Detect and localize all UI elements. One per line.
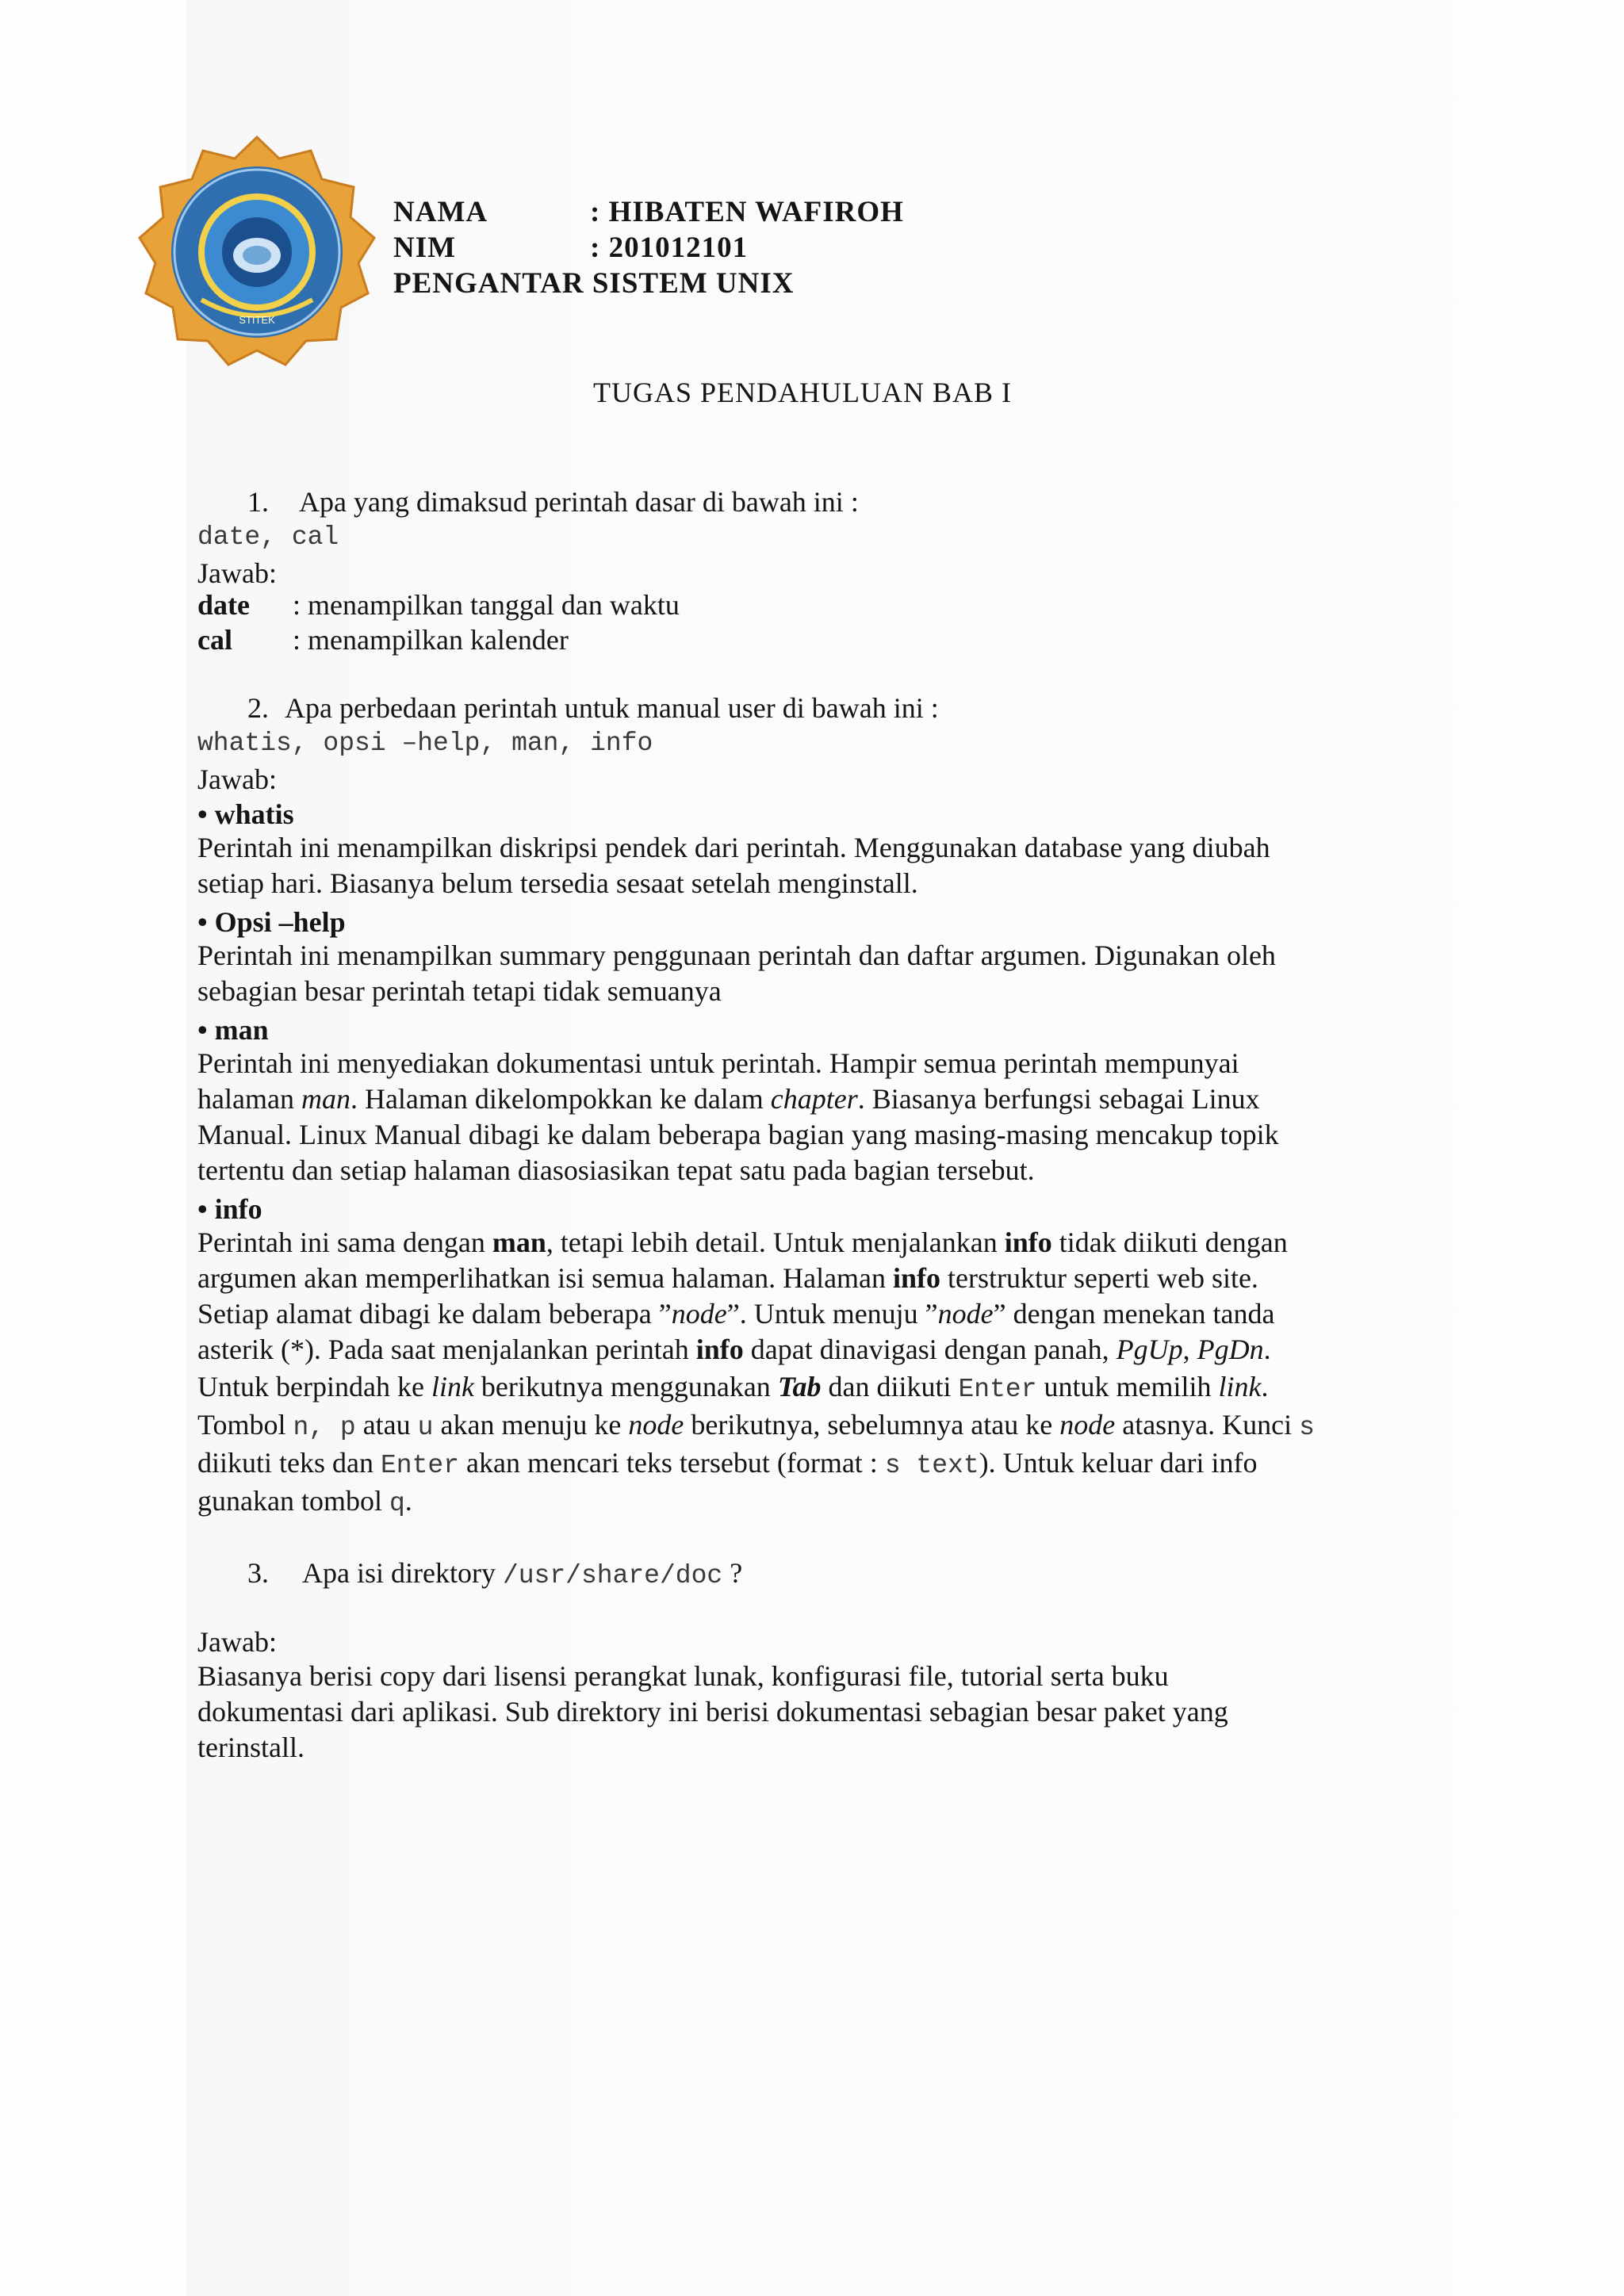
q1-text: Apa yang dimaksud perintah dasar di bawah ini : [299, 486, 859, 518]
q1-cal-row [197, 623, 569, 656]
text-span: s [1299, 1413, 1315, 1442]
text-span: man [492, 1226, 546, 1258]
text-span: dapat dinavigasi dengan panah, [743, 1334, 1116, 1365]
text-span: . [1263, 1334, 1271, 1365]
date-term: date [197, 589, 250, 621]
info-line-4 [197, 1333, 1271, 1366]
q2-text: Apa perbedaan perintah untuk manual user di bawah ini : [285, 692, 939, 724]
text-span: ” dengan menekan tanda [993, 1298, 1275, 1330]
text-span: PgDn [1197, 1334, 1264, 1365]
man-heading: • man [197, 1014, 269, 1046]
cal-desc: : menampilkan kalender [293, 624, 569, 656]
text-span: gunakan tombol [197, 1485, 389, 1517]
text-span: akan menuju ke [433, 1409, 629, 1441]
text-span: terstruktur seperti web site. [940, 1262, 1258, 1294]
text-span: info [1004, 1226, 1052, 1258]
help-line-1: Perintah ini menampilkan summary penggunaan perintah dan daftar argumen. Digunakan oleh [197, 939, 1276, 971]
text-span: dan diikuti [821, 1371, 959, 1402]
text-span: ”. Untuk menuju ” [726, 1298, 938, 1330]
info-heading: • info [197, 1193, 262, 1225]
info-line-7 [197, 1446, 1258, 1480]
q3-answer-line-2: dokumentasi dari aplikasi. Sub direktory ini berisi dokumentasi sebagian besar paket yang [197, 1696, 1228, 1728]
text-span: atau [355, 1409, 418, 1441]
q1-jawab: Jawab: [197, 557, 277, 589]
text-span: Enter [958, 1375, 1037, 1404]
text-span: info [695, 1334, 744, 1365]
text-span: q [389, 1489, 405, 1518]
q3-path: /usr/share/doc [502, 1561, 723, 1590]
text-span: n, p [293, 1413, 356, 1442]
text-span: Perintah ini sama dengan [197, 1226, 492, 1258]
text-span: u [417, 1413, 434, 1442]
whatis-line-2: setiap hari. Biasanya belum tersedia sesaat setelah menginstall. [197, 867, 918, 899]
q1-question [247, 485, 859, 519]
q1-commands: date, cal [197, 522, 339, 552]
q3-number: 3. [247, 1557, 269, 1589]
q2-question [247, 691, 939, 725]
text-span: info [893, 1262, 941, 1294]
text-span: berikutnya menggunakan [473, 1371, 778, 1402]
text-span: tidak diikuti dengan [1051, 1226, 1288, 1258]
text-span: node [671, 1298, 727, 1330]
text-span: , tetapi lebih detail. Untuk menjalankan [546, 1226, 1005, 1258]
q3-jawab: Jawab: [197, 1626, 277, 1658]
info-line-3 [197, 1297, 1275, 1330]
text-span: argumen akan memperlihatkan isi semua halaman. Halaman [197, 1262, 894, 1294]
text-span: asterik (*). Pada saat menjalankan perintah [197, 1334, 696, 1365]
text-span: . [1261, 1371, 1269, 1402]
text-span: node [628, 1409, 684, 1441]
text-span: node [937, 1298, 994, 1330]
info-line-2 [197, 1261, 1258, 1295]
stitek-logo-icon [136, 135, 378, 369]
q2-number: 2. [247, 692, 269, 724]
q2-commands: whatis, opsi –help, man, info [197, 729, 653, 758]
text-span: chapter [770, 1083, 858, 1115]
text-span: diikuti teks dan [197, 1447, 381, 1479]
whatis-heading: • whatis [197, 798, 294, 830]
text-span: untuk memilih [1036, 1371, 1219, 1402]
text-span: . [404, 1485, 412, 1517]
q3-text: Apa isi direktory [302, 1557, 503, 1589]
q1-date-row [197, 588, 680, 622]
text-span: Enter [380, 1451, 460, 1480]
man-line-2 [197, 1082, 1260, 1115]
whatis-line-1: Perintah ini menampilkan diskripsi pendek dari perintah. Menggunakan database yang diubah [197, 832, 1270, 863]
nama-row [393, 195, 904, 229]
text-span: atasnya. Kunci [1115, 1409, 1300, 1441]
info-line-6 [197, 1408, 1315, 1442]
man-line-1: Perintah ini menyediakan dokumentasi untuk perintah. Hampir semua perintah mempunyai [197, 1047, 1239, 1079]
text-span: man [301, 1083, 350, 1115]
text-span: . Halaman dikelompokkan ke dalam [350, 1083, 771, 1115]
text-span: node [1059, 1409, 1116, 1441]
text-span: halaman [197, 1083, 301, 1115]
nim-value: : 201012101 [590, 232, 749, 264]
info-line-1 [197, 1226, 1288, 1259]
q1-number: 1. [247, 486, 269, 518]
text-span: Setiap alamat dibagi ke dalam beberapa ” [197, 1298, 672, 1330]
help-heading: • Opsi –help [197, 906, 346, 938]
info-line-5 [197, 1370, 1269, 1404]
man-line-3: Manual. Linux Manual dibagi ke dalam beberapa bagian yang masing-masing mencakup topik [197, 1119, 1279, 1150]
nama-value: : HIBATEN WAFIROH [590, 196, 904, 228]
text-span: Tombol [197, 1409, 293, 1441]
text-span: berikutnya, sebelumnya atau ke [684, 1409, 1060, 1441]
course-name: PENGANTAR SISTEM UNIX [393, 267, 795, 300]
q3-question [247, 1556, 742, 1590]
man-line-4: tertentu dan setiap halaman diasosiasikan tepat satu pada bagian tersebut. [197, 1154, 1035, 1186]
text-span: PgUp [1116, 1334, 1183, 1365]
q3-mark: ? [722, 1557, 743, 1589]
help-line-2: sebagian besar perintah tetapi tidak semuanya [197, 975, 722, 1007]
nim-row [393, 231, 748, 265]
text-span: link [1218, 1371, 1262, 1402]
cal-term: cal [197, 624, 232, 656]
q3-answer-line-1: Biasanya berisi copy dari lisensi perangkat lunak, konfigurasi file, tutorial serta buku [197, 1660, 1169, 1692]
text-span: s text [884, 1451, 979, 1480]
text-span: akan mencari teks tersebut (format : [459, 1447, 885, 1479]
nama-label: NAMA [393, 196, 488, 228]
q2-jawab: Jawab: [197, 763, 277, 795]
text-span: , [1182, 1334, 1197, 1365]
text-span: . Biasanya berfungsi sebagai Linux [857, 1083, 1260, 1115]
text-span: link [431, 1371, 474, 1402]
text-span: Tab [777, 1371, 822, 1402]
text-span: Untuk berpindah ke [197, 1371, 431, 1402]
info-line-8 [197, 1484, 412, 1518]
q3-answer-line-3: terinstall. [197, 1732, 304, 1763]
nim-label: NIM [393, 232, 457, 264]
date-desc: : menampilkan tanggal dan waktu [293, 589, 680, 621]
text-span: ). Untuk keluar dari info [979, 1447, 1258, 1479]
page-title: TUGAS PENDAHULUAN BAB I [593, 377, 1013, 408]
svg-text:STITEK: STITEK [239, 314, 275, 326]
